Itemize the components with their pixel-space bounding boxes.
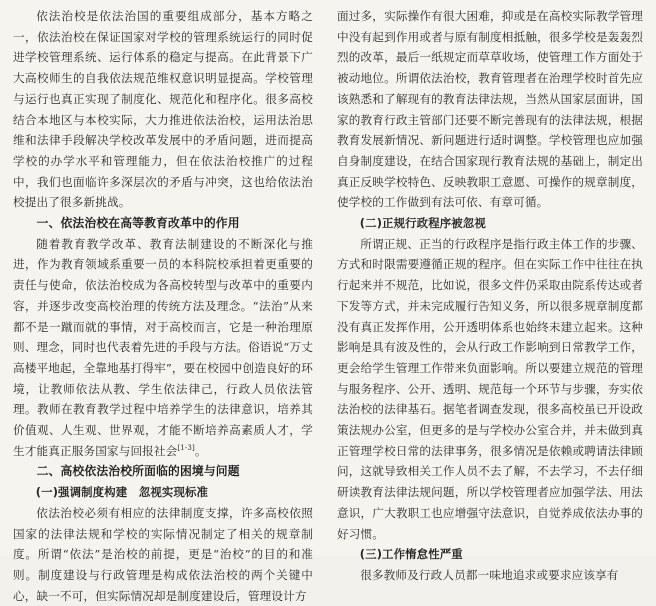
subsection-heading-1: (一)强调制度构建 忽视实现标准 (35, 485, 209, 500)
right-column (337, 6, 643, 586)
section-heading-1: 一、依法治校在高等教育改革中的作用 (36, 216, 240, 231)
left-column (13, 6, 313, 606)
section-1-paragraph (13, 234, 313, 462)
subsection-2-paragraph: 所谓正规、正当的行政程序是指行政主体工作的步骤、方式和时限需要遵循正规的程序。但在实际工作中往往在执行起来并不规范，比如说，很多文件仍采取由院系传达或者下发等方式，并未完成履行告知义务，所以很多规章制度都没有真正发挥作用，公开透明体系也始终未建立起来。这种影响是具有波及性的，会从行政工作影响到日常教学工作，更会给学生管理工作带来负面影响。所以要建立规范的管理与服务程序、公开、透明、规范每一个环节与步骤，夯实依法治校的法律基石。据笔者调查发现，很多高校虽已开设政策法规办公室，但更多的是与学校办公室合并，并未做到真正管理学校日常的法律事务，很多情况是依赖或聘请法律顾问，这就导致相关工作人员不去了解，不去学习，不去仔细研读教育法律法规问题，所以学校管理者应加强学法、用法意识，广大教职工也应增强守法意识，自觉养成依法办事的好习惯。 (337, 236, 643, 541)
citation-ref: [1-3] (177, 443, 195, 452)
section-1-text: 随着教育教学改革、教育法制建设的不断深化与推进，作为教育领域系重要一员的本科院校承担着更重要的责任与使命，依法治校成为各高校转型与改革中的重要内容，并逐步改变高校治理的传统方法及理念。“法治”从来都不是一蹴而就的事情，对于高校而言，它是一种治理原则、理念，同时也代表着先进的手段与方法。俗语说“万丈高楼平地起，全靠地基打得牢”，要在校园中创造良好的环境，让教师依法从教、学生依法律己，行政人员依法管理。教师在教育教学过程中培养学生的法律意识，培养其价值观、人生观、世界观，才能不断培养高素质人才，学生才能真正服务国家与回报社会 (13, 236, 313, 458)
section-heading-2: 二、高校依法治校所面临的困境与问题 (36, 464, 240, 479)
continued-paragraph: 面过多，实际操作有很大困难，抑或是在高校实际教学管理中没有起到作用或者与原有制度相抵触，很多学校是轰轰烈烈的改革，最后一纸规定而草草收场，使管理工作方面处于被动地位。所谓依法治校，教育管理者在治理学校时首先应该熟悉和了解现有的教育法律法规，当然从国家层面讲，国家的教育行政主管部门还要不断完善现有的法律法规，根据教育发展新情况、新问题进行适时调整。学校管理也应加强自身制度建设，在结合国家现行教育法规的基础上，制定出真正反映学校特色、反映教职工意愿、可操作的规章制度，使学校的工作做到有法可依、有章可循。 (337, 9, 643, 210)
subsection-1-paragraph: 依法治校必须有相应的法律制度支撑，许多高校依照国家的法律法规和学校的实际情况制定了相关的规章制度。所谓“依法”是治校的前提，更是“治校”的目的和准则。制度建设与行政管理是构成依法治校的两个关键中心，缺一不可，但实际情况却是制度建设后，管理设计方 (13, 505, 313, 603)
intro-paragraph: 依法治校是依法治国的重要组成部分，基本方略之一，依法治校在保证国家对学校的管理系统运行的同时促进学校管理系统、运行体系的稳定与提高。在此背景下广大高校师生的自我依法规范维权意识明显提高。学校管理与运行也真正实现了制度化、规范化和程序化。很多高校结合本地区与本校实际，大力推进依法治校，运用法治思维和法律手段解决学校改革发展中的矛盾问题，进而提高学校的办学水平和管理能力，但在依法治校推广的过程中，我们也面临许多深层次的矛盾与冲突，这也给依法治校提出了很多新挑战。 (13, 9, 313, 210)
subsection-heading-2: (二)正规行政程序被忽视 (359, 216, 486, 231)
subsection-heading-3: (三)工作惰怠性严重 (359, 547, 463, 562)
section-1-period: 。 (194, 443, 207, 458)
subsection-3-paragraph: 很多教师及行政人员都一味地追求或要求应该享有 (360, 567, 619, 582)
